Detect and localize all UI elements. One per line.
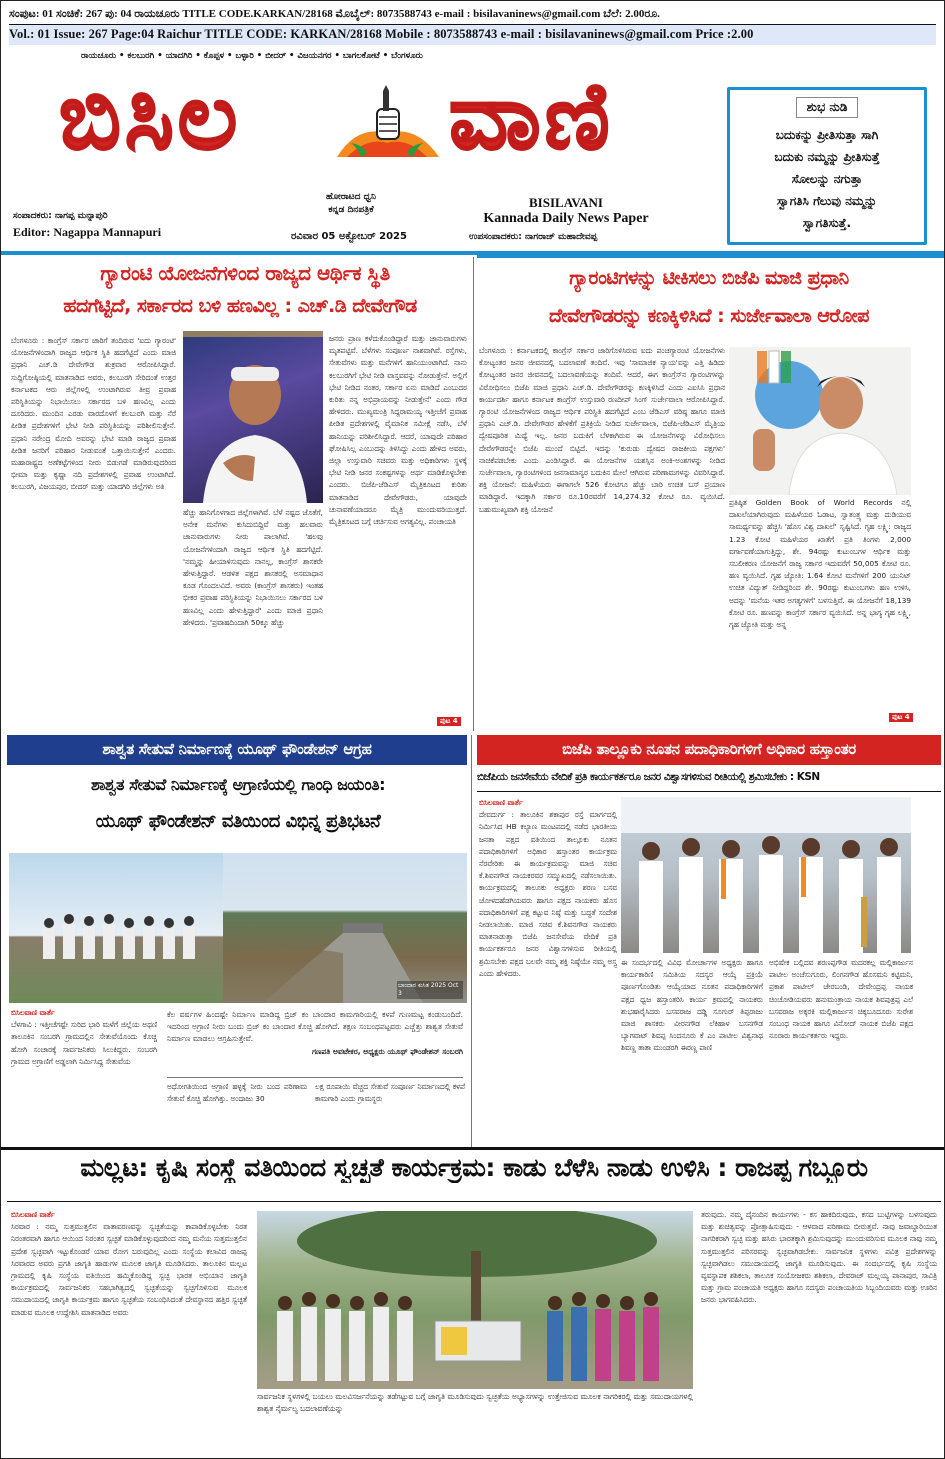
byline: ಬಿಸಿಲವಾಣಿ ವಾರ್ತೆ — [11, 1008, 55, 1017]
caption-part: ಸಾರ್ವಜನಿಕ ಸ್ಥಳಗಳಲ್ಲಿ ಬಯಲು ಮಲವಿಸರ್ಜನೆಯನ್ನು ತಡೆಗಟ್ಟುವ ಬಗ್ಗೆ ಜಾಗೃತಿ ಮೂಡಿಸುವುದು ಸ್ವಚ್ಛತೆಯ — [257, 1392, 510, 1401]
collapsed-bridge-photo — [223, 853, 467, 1003]
people-group-icon — [621, 797, 911, 953]
column-divider — [471, 735, 472, 1147]
story2-top-rule — [477, 255, 945, 258]
deve-gowda-photo — [183, 331, 323, 503]
story5-headline: ಮಲ್ಲಟ: ಕೃಷಿ ಸಂಸ್ಥೆ ವತಿಯಿಂದ ಸ್ವಚ್ಛತೆ ಕಾರ್ಯಕ್ರಮ: ಕಾಡು ಬೆಳೆಸಿ ನಾಡು ಉಳಿಸಿ : ರಾಜಪ್ಪ ಗಬ್ಬೂರು — [80, 1153, 868, 1182]
story1-text-column: ಹೆಚ್ಚು ಹಾನಿಗೊಳಗಾದ ಜಿಲ್ಲೆಗಳಾಗಿವೆ. ಬೆಳೆ ನಷ್ಟದ ಜೊತೆಗೆ, ಅನೇಕ ಮನೆಗಳು ಕುಸಿದುಬಿದ್ದಿವೆ ಮತ್ತು ಹಲವಾರು ಜಾನುವಾರುಗಳು ನೀರು ಪಾಲಾಗಿವೆ. 'ಹಲವು ಯೋಜನೆಗಳಿಂದಾಗಿ ರಾಜ್ಯದ ಆರ್ಥಿಕ ಸ್ಥಿತಿ ಹದಗೆಟ್ಟಿದೆ. 'ನಮ್ಮನ್ನು ಹೀಯಾಳಿಸುವುದು ನಾನಲ್ಲ, ಕಾಂಗ್ರೆಸ್ ಶಾಸಕರೇ ಹೇಳುತ್ತಿದ್ದಾರೆ. ಆಡಳಿತ ಪಕ್ಷದ ಶಾಸಕರಲ್ಲಿ ಅಸಮಾಧಾನ ಕೂಡ ಗೊಂದಲವಿದೆ. ಅವರು (ಕಾಂಗ್ರೆಸ್ ಶಾಸಕರು) ಇಂತಹ ಭೀಕರ ಪ್ರವಾಹ ಪರಿಸ್ಥಿತಿಯನ್ನು ನಿಭಾಯಿಸಲು ಸರ್ಕಾರದ ಬಳಿ ಹಣವಿಲ್ಲ ಎಂದು ಹೇಳುತ್ತಿದ್ದಾರೆ' ಎಂದು ಮಾಜಿ ಪ್ರಧಾನಿ ಹೇಳಿದರು. 'ಪ್ರವಾಹದಿಂದಾಗಿ 50ಕ್ಕೂ ಹೆಚ್ಚು — [183, 508, 323, 627]
story4-body: ದೇವದುರ್ಗ : ತಾಲೂಕಿನ ಶಕಾಪುರ ರಸ್ತೆ ಮಾರ್ಗದಲ್ಲಿ ನಿರ್ಮಿಸಿದ HB ಕಲ್ಯಾಣ ಮಂಟಪದಲ್ಲಿ ನಡೆದ ಭಾರತೀಯ ಜನತಾ ಪಕ್ಷದ ವತಿಯಿಂದ ತಾಲ್ಲೂಕು ನೂತನ ಪದಾಧಿಕಾರಿಗಳಿಗೆ ಅಧಿಕಾರ ಹಸ್ತಾಂತರ ಕಾರ್ಯಕ್ರಮ ನೆರವೇರಿತು ಈ ಕಾರ್ಯಕ್ರಮವನ್ನು ಮಾಜಿ ಸಚಿವ ಕೆ.ಶಿವನಗೌಡ ನಾಯಕರವರ ಸಮ್ಮುಖದಲ್ಲಿ ನಡೆಸಲಾಯಿತು. ಕಾರ್ಯಕ್ರಮದಲ್ಲಿ ತಾಲೂಕು ಅಧ್ಯಕ್ಷರು ಶರಣ ಬಸವ ಜೋಳದಹೆಡಗಿಯವರು ಹಾಗೂ ಪಕ್ಷದ ನಾಯಕರು ಹೊಸ ಪದಾಧಿಕಾರಿಗಳಿಗೆ ಪಕ್ಷ ಕಟ್ಟುವ ನಿಷ್ಠೆ ಮತ್ತು ಬದ್ಧತೆ ಸಂದೇಶ ನೀಡಲಾಯಿತು. ಮಾಜಿ ಸಚಿವ ಕೆ.ಶಿವನಗೌಡ ನಾಯಕರು ಮಾತನಾಡುತ್ತಾ ಬಿಜೆಪಿ ಜನಸೇವೆಯ ವೇದಿಕೆ ಪ್ರತಿ ಕಾರ್ಯಕರ್ತರೂ ಜನರ ವಿಶ್ವಾಸಗಳಿಸುವ ರೀತಿಯಲ್ಲಿ ಶ್ರಮಿಸಬೇಕು ಪಕ್ಷದ ಬಲವೇ ನಮ್ಮ ಶಕ್ತಿ ನಿಷ್ಠೆಯೇ ನಮ್ಮ ಅಸ್ತ್ರ ಎಂದು ಹೇಳಿದರು. — [479, 810, 617, 978]
lead-quote-text: ಕೆಲ ವರ್ಷಗಳ ಹಿಂದಷ್ಟೇ ನಿರ್ಮಾಣ ಮಾಡಿದ್ದ ಬ್ರಿಜ್ ಕಂ ಬಾಂದಾರ ಕಾಮಗಾರಿಯಲ್ಲಿ ಕಳಪೆ ಗುಣಮಟ್ಟ ಕಂಡುಬಂದಿದೆ. ಇದರಿಂದ ಅಗ್ರಾಣಿ ನೀರು ಬಂದು ಬ್ರಿಜ್ ಕಂ ಬಾಂದಾರ ಕೊಚ್ಚಿ ಹೋಗಿದೆ. ತಕ್ಷಣ ಸಂಬಂಧಪಟ್ಟವರು ಎಚ್ಚೆತ್ತು ಶಾಶ್ವತ ಸೇತುವೆ ನಿರ್ಮಾಣ ಮಾಡಲು ಆಗ್ರಹಿಸುತ್ತೇವೆ. — [167, 1010, 463, 1044]
photo-timestamp: ಬಾಂದಾರ ಕುಸಿತ 2025 Oct 3 — [397, 981, 463, 999]
byline: ಬಿಸಿಲವಾಣಿ ವಾರ್ತೆ — [479, 798, 523, 807]
newspaper-logo — [59, 63, 669, 171]
protest-group-photo — [9, 853, 223, 1003]
masthead-info-kannada: ಸಂಪುಟ: 01 ಸಂಚಿಕೆ: 267 ಪು: 04 ರಾಯಚೂರು TITLE CODE.KARKAN/28168 ಮೊಬೈಲ್: 8073588743 e-mail : bisilavaninews@gmail.com ಬೆಲೆ: 2.00ರೂ. — [9, 5, 936, 25]
story2-text-column: ಬೆಂಗಳೂರು : ಕರ್ನಾಟಕದಲ್ಲಿ ಕಾಂಗ್ರೆಸ್ ಸರ್ಕಾರ ಜಾರಿಗೊಳಿಸಿರುವ ಐದು ಪಂಚಗ್ಯಾರಂಟಿ ಯೋಜನೆಗಳು ಕೋಟ್ಯಂತರ ಜನರ ಜೀವನದಲ್ಲಿ ಬದಲಾವಣೆ ತಂದಿವೆ. ಇವು 'ಸಾಮಾಜಿಕ ನ್ಯಾಯ'ವನ್ನು ಎತ್ತಿ ಹಿಡಿದು ಕೋಟ್ಯಂತರ ಜನರ ಜೀವನದಲ್ಲಿ ಬದಲಾವಣೆಯನ್ನು ತಂದಿವೆ. ಆದರೆ, ಈಗ ಕಾಂಗ್ರೆಸ್‌ನ ಗ್ಯಾರಂಟಿಗಳನ್ನು ವಿರೋಧಿಸಲು ಬಿಜೆಪಿ ಮಾಜಿ ಪ್ರಧಾನಿ ಎಚ್.ಡಿ. ದೇವೇಗೌಡರನ್ನು ಕಣಕ್ಕಿಳಿಸಿದೆ ಎಂದು ಎಐಸಿಸಿ ಪ್ರಧಾನ ಕಾರ್ಯದರ್ಶಿ ಹಾಗೂ ಕರ್ನಾಟಕ ಕಾಂಗ್ರೆಸ್ ಉಸ್ತುವಾರಿ ರಣದೀಪ್ ಸಿಂಗ್ ಸುರ್ಜೇವಾಲಾ ಆರೋಪಿಸಿದ್ದಾರೆ. ಗ್ಯಾರಂಟಿ ಯೋಜನೆಗಳಿಂದ ರಾಜ್ಯದ ಆರ್ಥಿಕ ಪರಿಸ್ಥಿತಿ ಹದಗೆಟ್ಟಿದೆ ಎಂಬ ಜೆಡಿಎಸ್ ವರಿಷ್ಠ ಹಾಗೂ ಮಾಜಿ ಪ್ರಧಾನಿ ಎಚ್.ಡಿ. ದೇವೇಗೌಡರ ಹೇಳಿಕೆಗೆ ಪ್ರತಿಕ್ರಿಯೆ ನೀಡಿದ ಸುರ್ಜೇವಾಲಾ, ಬಿಜೆಪಿ-ಜೆಡಿಎಸ್ ಮೈತ್ರಿಯ ದ್ವೇಷಪೂರಿತ ಮಿಥ್ಯೆ ಇಲ್ಲ. ಜನರ ಬದುಕಿಗೆ ಬೆಳಕಾಗಿರುವ ಈ ಯೋಜನೆಗಳನ್ನು ವಿರೋಧಿಸಲು ದೇವೇಗೌಡರನ್ನೇ ಬಿಜೆಪಿ ಮುಂದೆ ಬಿಟ್ಟಿದೆ. ಇದನ್ನು 'ಕುರುಡು ದ್ವೇಷದ ರಾಜಕೀಯ ಪಕ್ಷಗಳು' ನಾಚಿಕೆಪಡಬೇಕು ಎಂದು ಎಂಡಿಸಿದ್ದಾರೆ. ಈ ಯೋಜನೆಗಳ ಯಶಸ್ಸಿನ ಅಂಕಿ-ಅಂಶಗಳನ್ನು ನೀಡಿದ ಸುರ್ಜೇವಾಲಾ, ಗ್ಯಾರಂಟಿಗಳಿಂದ ಜನಸಾಮಾನ್ಯರ ಬದುಕಿನ ಮೇಲೆ ಆಗಿರುವ ಪರಿಣಾಮಗಳನ್ನು ವಿವರಿಸಿದ್ದಾರೆ. ಶಕ್ತಿ ಯೋಜನೆ: ಮಹಿಳೆಯರು ಈಗಾಗಲೇ 526 ಕೋಟಿಗೂ ಹೆಚ್ಚು ಬಾರಿ ಉಚಿತ ಬಸ್ ಪ್ರಯಾಣ ಮಾಡಿದ್ದಾರೆ. ಇದಕ್ಕಾಗಿ ಸರ್ಕಾರ ರೂ.10ರವರೆಗೆ 14,274.32 ಕೋಟಿ ರೂ. ವ್ಯಯಿಸಿದೆ. ಬಹುಮುಖ್ಯವಾಗಿ ಶಕ್ತಿ ಯೋಜನೆ — [479, 346, 725, 514]
section-divider — [1, 1147, 945, 1150]
quote-line: ಸ್ವಾಗತಿಸುತ್ತೆ. — [802, 216, 852, 230]
quote-line: ಬದುಕನ್ನು ಪ್ರೀತಿಸುತ್ತಾ ಸಾಗಿ — [775, 128, 879, 142]
story4-text-column — [479, 797, 617, 1143]
people-group-icon — [257, 1211, 693, 1389]
story3-headline-line2: ಯೂಥ್ ಫೌಂಡೇಶನ್ ವತಿಯಿಂದ ವಿಭಿನ್ನ ಪ್ರತಿಭಟನೆ — [95, 811, 381, 832]
story2-headline-line1: ಗ್ಯಾರಂಟಿಗಳನ್ನು ಟೀಕಿಸಲು ಬಿಜೆಪಿ ಮಾಜಿ ಪ್ರಧಾನಿ — [569, 267, 849, 289]
brand-name — [471, 195, 661, 227]
story1-text-column: ಜನರು ಪ್ರಾಣ ಕಳೆದುಕೊಂಡಿದ್ದಾರೆ ಮತ್ತು ಜಾನುವಾರುಗಳು ಮೃತಪಟ್ಟಿವೆ. ಬೆಳೆಗಳು ಸಂಪೂರ್ಣ ನಾಶವಾಗಿವೆ. ರಸ್ತೆಗಳು, ಸೇತುವೆಗಳು ಮತ್ತು ಮನೆಗಳಿಗೆ ಹಾನಿಯುಂಟಾಗಿದೆ. ನಾನು ಕಲಬುರಗಿಗೆ ಭೇಟಿ ನೀಡಿ ವಾಸ್ತವವನ್ನು ನೋಡುತ್ತೇನೆ. ಅಲ್ಲಿಗೆ ಭೇಟಿ ನೀಡಿದ ನಂತರ, ಸರ್ಕಾರ ಏನು ಮಾಡಿದೆ ಎಂಬುದರ ಕುರಿತು ನನ್ನ ಅಭಿಪ್ರಾಯವನ್ನು ನೀಡುತ್ತೇನೆ' ಎಂದು ಗೌಡ ಹೇಳಿದರು. ಮುಖ್ಯಮಂತ್ರಿ ಸಿದ್ದರಾಮಯ್ಯ ಇತ್ತೀಚೆಗೆ ಪ್ರವಾಹ ಪೀಡಿತ ಪ್ರದೇಶಗಳಲ್ಲಿ ವೈಮಾನಿಕ ಸಮೀಕ್ಷೆ ನಡೆಸಿ, ಬೆಳೆ ಹಾನಿಯನ್ನು ಪರಿಶೀಲಿಸಿದ್ದಾರೆ. ಆದರೆ, ಯಾವುದೇ ಪರಿಹಾರ ಘೋಷಿಸಿಲ್ಲ ಎಂಬುದನ್ನು ತಿಳಿಸಿದ್ದು ಎಂದು ಹೇಳಿದ ಅವರು, ಜಿಲ್ಲಾ ಉಸ್ತುವಾರಿ ಸಚಿವರು ಮತ್ತು ಅಧಿಕಾರಿಗಳು ಸ್ಥಳಕ್ಕೆ ಭೇಟಿ ನೀಡಿ ಜನರ ಸಂಕಷ್ಟಗಳನ್ನು ಅರ್ಥ ಮಾಡಿಕೊಳ್ಳಬೇಕು ಎಂದರು. ಬಿಜೆಪಿ-ಜೆಡಿಎಸ್ ಮೈತ್ರಿಕೂಟದ ಕುರಿತು ಮಾತನಾಡಿದ ದೇವೇಗೌಡರು, ಯಾವುದೇ ಚುನಾವಣೆಯಾದರೂ ಮೈತ್ರಿ ಮುಂದುವರಿಯುತ್ತದೆ. ಮೈತ್ರಿಕೂಟದ ಬಗ್ಗೆ ಚರ್ಚಿಸುವ ಅಗತ್ಯವಿಲ್ಲ. ಪಂಚಾಯತಿ — [329, 334, 467, 527]
story5-text-column — [11, 1209, 247, 1449]
byline: ಬಿಸಿಲವಾಣಿ ವಾರ್ತೆ — [11, 1210, 55, 1219]
quote-box — [727, 87, 927, 245]
story3-body: ಬೆಳಗಾವಿ : ಇತ್ತೀಚೆಗಷ್ಟೇ ಸುರಿದ ಭಾರಿ ಮಳೆಗೆ ಜಿಲ್ಲೆಯ ಅಥಣಿ ತಾಲೂಕಿನ ಸಂಬರಗಿ ಗ್ರಾಮದಲ್ಲಿನ ಸೇತುವೆಯೊಂದು ಕೊಚ್ಚಿ ಹೋಗಿ ಸಂಚಾರಕ್ಕೆ ಸಾರ್ವಜನಿಕರು ಸಿಲುಕಿದ್ದರು. ಸಂಬರಗಿ ಗ್ರಾಮದ ಅಗ್ರಾಣಿಗೆ ಅಡ್ಡಲಾಗಿ ನಿರ್ಮಿಸಿದ್ದ ಸೇತುವೆಯ — [11, 1020, 157, 1066]
tagline — [301, 191, 401, 217]
logo-text-right: ವಾಣಿ — [449, 63, 614, 170]
tagline-line2: ಕನ್ನಡ ದಿನಪತ್ರಿಕೆ — [328, 205, 374, 215]
logo-text-left: ಬಿಸಿಲ — [59, 63, 242, 170]
tagline-line1: ಹೋರಾಟದ ಧ್ವನಿ — [325, 192, 377, 202]
lead-quote-signature: ಗಣಪತಿ ಅವಟೇಕರ, ಅಧ್ಯಕ್ಷರು ಯೂಥ್ ಫೌಂಡೇಶನ್ ಸಂಬರಗಿ — [311, 1046, 463, 1056]
quote-line: ಸ್ವಾಗತಿಸಿ ಗೆಲುವು ನಮ್ಮನ್ನು — [776, 194, 878, 208]
story4-text-column: ಈ ಸಂದರ್ಭದಲ್ಲಿ ವಿವಿಧ ಮೋರ್ಚಾಗಳ ಅಧ್ಯಕ್ಷರು ಹಾಗೂ ಕಾರ್ಯಕಾರಿಣಿ ಸಮಿತಿಯ ಸದಸ್ಯರ ಆಯ್ಕೆ ಪ್ರಕ್ರಿಯೆ ಪೂರ್ಣಗೊಂಡಿತು ಆಯ್ಕೆಯಾದ ನೂತನ ಪದಾಧಿಕಾರಿಗಳಿಗೆ ಪಕ್ಷದ ಧ್ವಜ ಹಸ್ತಾಂತರಿಸಿ ಕಾರ್ಯ ಕ್ರಮದಲ್ಲಿ ನಾಯಕರು ಶುಭಹಾರೈಸಿದರು ಬಸವರಾಜ ದಡ್ಡಿ ಸೂಗುರ್ ತಿಪ್ಪರಾಜು ಮಾಜಿ ಶಾಸಕರು ವೀರನಗೌಡ ಲೆಕಿಹಾಳ ಬಸನಗೌಡ ಬ್ಯಾಗವಾಟ್ ಶಿವಪ್ಪ ಸಿಂದನೂರು ಕೆ ಎಂ ಪಾಟೀಲ ವಿಶ್ವನಾಥ ಶಿವಣ್ಣ ತಾತಾ ಮುಂಡರಗಿ ಈರಣ್ಣ ಪಾಣಿ — [621, 958, 763, 1053]
story2-headline-line2: ದೇವೇಗೌಡರನ್ನು ಕಣಕ್ಕಿಳಿಸಿದೆ : ಸುರ್ಜೇವಾಲಾ ಆರೋಪ — [549, 305, 869, 327]
raised-fist-pen-icon — [327, 85, 447, 165]
sub-editor: ಉಪಸಂಪಾದಕರು: ನಾಗರಾಜ್ ಮಹಾದೇವಪ್ಪ — [469, 232, 598, 242]
story1-headline-line1: ಗ್ಯಾರಂಟಿ ಯೋಜನೆಗಳಿಂದ ರಾಜ್ಯದ ಆರ್ಥಿಕ ಸ್ಥಿತಿ — [100, 261, 390, 285]
story5-text-column: ತರುವುದು. ನಮ್ಮ ದೈನಂದಿನ ಕಾರ್ಯಗಳು - ಕಸ ಹಾಕದಿರುವುದು, ಕಸದ ಬುಟ್ಟಿಗಳನ್ನು ಬಳಸುವುದು ಮತ್ತು ಶುಚಿತ್ವವನ್ನು ಪ್ರೋತ್ಸಾಹಿಸುವುದು - ಆಳವಾದ ಪರಿಣಾಮ ಬೀರುತ್ತವೆ. ನಾವು ಜವಾಬ್ದಾರಿಯುತ ನಾಗರಿಕರಾಗಿ ಸ್ವಚ್ಛ ಮತ್ತು ಹಸಿರು ಭಾರತಕ್ಕಾಗಿ ಶ್ರಮಿಸುವುದನ್ನು ಮುಂದುವರಿಸುವ ಮೂಲಕ ನಾವು ನಮ್ಮ ಸುತ್ತಮುತ್ತಲಿನ ಪರಿಸರವನ್ನು ಸ್ವಚ್ಛವಾಗಿಡಬೇಕು. ಸಾರ್ವಜನಿಕ ಸ್ಥಳಗಳು ಪವಿತ್ರ ಪ್ರದೇಶಗಳನ್ನು ಸ್ವಚ್ಛವಾಗಿಡಲು ಸಮುದಾಯದಲ್ಲಿ ಜಾಗೃತಿ ಮೂಡಿಸುವುದು. ಈ ಸಂದರ್ಭದಲ್ಲಿ ಕೃಷಿ ಸಂಸ್ಥೆಯ ವ್ಯವಸ್ಥಾಪಕ ಶಶಿಕಲಾ, ತಾಲೂಕ ಸಂಯೋಜಕರು ಶಶಿಕಲಾ, ದೇವರಾಜ್ ಮಲ್ಲಯ್ಯ ಪಾನಾಪುರ, ಸಾವಿತ್ರಿ ಮತ್ತು ಗ್ರಾಮ ಪಂಚಾಯತಿ ಅಧ್ಯಕ್ಷರು ಹಾಗೂ ಸದಸ್ಯರು ಪಂಚಾಯತಿಯ ಸಿಬ್ಬಂದಿಯವರು ಮತ್ತು ಊರಿನ ಜನರು ಭಾಗವಹಿಸಿದರು. — [701, 1210, 937, 1305]
brand-name-english: BISILAVANI — [529, 195, 603, 210]
story5-photo-caption — [257, 1391, 693, 1419]
story3-text-column — [11, 1007, 157, 1147]
story1-headline-line2: ಹದಗೆಟ್ಟಿದೆ, ಸರ್ಕಾರದ ಬಳಿ ಹಣವಿಲ್ಲ : ಎಚ್.ಡಿ ದೇವೇಗೌಡ — [63, 295, 417, 317]
story3-headline-line1: ಶಾಶ್ವತ ಸೇತುವೆ ನಿರ್ಮಾಣಕ್ಕೆ ಅಗ್ರಾಣಿಯಲ್ಲಿ ಗಾಂಧಿ ಜಯಂತಿ: — [90, 775, 386, 794]
quote-title: ಶುಭ ನುಡಿ — [796, 97, 859, 118]
story3-text-column: ಅಧೋಗತಿಯಿಂದ ಅಗ್ರಾಣಿ ಹಳ್ಳಕ್ಕೆ ನೀರು ಬಂದ ಪರಿಣಾಮ ಸೇತುವೆ ಕೊಚ್ಚಿ ಹೋಗಿತ್ತು. ಅಂದಾಜು 30 — [167, 1082, 307, 1104]
story4-text-column: ಅಭಿಷೇಕ ಬಲ್ಲಿದವ ಶರಣಪ್ಪಗೌಡ ಮದರಕಲ್ಲ ಮಲ್ಲಿಕಾರ್ಜುನ ಪಾಟೀಲ ಅಂಚೆಸುಗೂರು, ಲಿಂಗನಗೌಡ ಹೊಸಮನಿ ಕಟ್ಟಿಮನಿ, ಪ್ರಕಾಶ ಪಾಟೀಲ್ ಜೇರಬಂಡಿ, ದೇವೇಂದ್ರಪ್ಪ ನಾಯಕ ಚಿಂಚೋಡಿಯವರು ಹನುಮಂತ್ರಾಯ ನಾಯಕ ಶಿವಪುತ್ರಪ್ಪ ಎಲೆ ಬಸವರಾಜ ಅಕ್ಕರಕಿ ಮಲ್ಲಿಕಾರ್ಜುನ ಚಿಕ್ಕಬೂದೂರು ಸುರೇಶ ಸಂಬಂಧ ನಾಯಕ ಹಾಗೂ ವಿನೋದ್ ನಾಯಕ ಬಿಜೆಪಿ ಪಕ್ಷದ ನೂರಾರು ಕಾರ್ಯಕರ್ತರು ಇದ್ದರು. — [769, 958, 913, 1041]
person-photo-icon — [729, 347, 911, 495]
masthead-info-english: Vol.: 01 Issue: 267 Page:04 Raichur TITLE CODE: KARKAN/28168 Mobile : 8073588743 e-mail : bisilavaninews@gmail.com Price :2.00 — [9, 25, 936, 45]
surjewala-photo — [729, 347, 911, 495]
district-list: ರಾಯಚೂರು • ಕಲಬುರಗಿ • ಯಾದಗಿರಿ • ಕೊಪ್ಪಳ • ಬಳ್ಳಾರಿ • ಬೀದರ್ • ವಿಜಯನಗರ • ಬಾಗಲಕೋಟೆ • ಬೆಂಗಳೂರು — [81, 51, 423, 61]
column-divider — [473, 257, 474, 731]
story4-banner: ಬಿಜೆಪಿ ತಾಲ್ಲೂಕು ನೂತನ ಪದಾಧಿಕಾರಿಗಳಿಗೆ ಅಧಿಕಾರ ಹಸ್ತಾಂತರ — [477, 735, 941, 765]
people-group-icon — [9, 853, 223, 1003]
brand-subtitle: Kannada Daily News Paper — [483, 211, 649, 226]
editor-kannada: ಸಂಪಾದಕರು: ನಾಗಪ್ಪ ಮನ್ನಾಪುರಿ — [13, 211, 108, 221]
person-photo-icon — [183, 331, 323, 503]
story4-rule — [477, 791, 941, 792]
editor-english: Editor: Nagappa Mannapuri — [13, 225, 162, 239]
quote-line: ಸೋಲನ್ನು ನಗುತ್ತಾ — [791, 172, 863, 186]
quote-line: ಬದುಕು ನಮ್ಮನ್ನು ಪ್ರೀತಿಸುತ್ತೆ — [774, 150, 880, 164]
story2-text-column: ಪ್ರತಿಷ್ಠಿತ Golden Book of World Records ನಲ್ಲಿ ದಾಖಲೆಯಾಗಿರುವುದು ಮಹಿಳೆಯರ ಓಡಾಟ, ಸ್ವಾತಂತ್ರ್ಯ ಮತ್ತು ದುಡಿಯುವ ಸಾಮರ್ಥ್ಯವನ್ನು ಹೆಚ್ಚಿಸಿ 'ಹೊಸ ವಿಶ್ವ ದಾಖಲೆ' ಸೃಷ್ಟಿಸಿದೆ. ಗೃಹ ಲಕ್ಷ್ಮಿ: ರಾಜ್ಯದ 1.23 ಕೋಟಿ ಮಹಿಳೆಯರ ಖಾತೆಗೆ ಪ್ರತಿ ತಿಂಗಳು 2,000 ವರ್ಗಾವಣೆಯಾಗುತ್ತಿದ್ದು, ಶೇ. 94ರಷ್ಟು ಕುಟುಂಬಗಳ ಆರ್ಥಿಕ ಮತ್ತು ಸಬಲೀಕರಣ ಯೋಜನೆಗೆ ರಾಜ್ಯ ಸರ್ಕಾರ ಇದುವರೆಗೆ 50,005 ಕೋಟಿ ರೂ. ಹಣ ವ್ಯಯಿಸಿದೆ. ಗೃಹ ಜ್ಯೋತಿ: 1.64 ಕೋಟಿ ಮನೆಗಳಿಗೆ 200 ಯುನಿಟ್ ಉಚಿತ ವಿದ್ಯುತ್ ನೀಡಿದ್ದರಿಂದ ಶೇ. 90ರಷ್ಟು ಕುಟುಂಬಗಳು ಹಣ ಉಳಿಸಿ, ಅದನ್ನು 'ಮನೆಯ ಇತರ ಅಗತ್ಯಗಳಿಗೆ' ಬಳಸುತ್ತಿವೆ. ಈ ಯೋಜನೆಗೆ 18,139 ಕೋಟಿ ರೂ. ಹಣವನ್ನು ಕಾಂಗ್ರೆಸ್ ಸರ್ಕಾರ ವ್ಯಯಿಸಿದೆ. ಅನ್ನ ಭಾಗ್ಯ ಗೃಹ ಲಕ್ಷ್ಮಿ, ಗೃಹ ಜ್ಯೋತಿ ಮತ್ತು ಅನ್ನ — [729, 498, 911, 630]
story3-banner: ಶಾಶ್ವತ ಸೇತುವೆ ನಿರ್ಮಾಣಕ್ಕೆ ಯೂಥ್ ಫೌಂಡೇಶನ್ ಆಗ್ರಹ — [7, 735, 467, 765]
story3-text-column: ಲಕ್ಷ ರೂಪಾಯಿ ವೆಚ್ಚದ ಸೇತುವೆ ಸಂಪೂರ್ಣ ನಿರ್ಮಾಣದಲ್ಲಿ ಕಳಪೆ ಕಾಮಗಾರಿ ಎಂದು ಗ್ರಾಮಸ್ಥರು — [315, 1082, 465, 1104]
issue-date: ರವಿವಾರ 05 ಅಕ್ಟೋಬರ್ 2025 — [291, 231, 407, 242]
story5-rule — [7, 1201, 941, 1202]
story1-text-column: ಬೆಂಗಳೂರು : ಕಾಂಗ್ರೆಸ್ ಸರ್ಕಾರ ಜಾರಿಗೆ ತಂದಿರುವ 'ಐದು ಗ್ಯಾರಂಟಿ' ಯೋಜನೆಗಳಿಂದಾಗಿ ರಾಜ್ಯದ ಆರ್ಥಿಕ ಸ್ಥಿತಿ ಹದಗೆಟ್ಟಿದೆ ಎಂದು ಮಾಜಿ ಪ್ರಧಾನಿ ಎಚ್.ಡಿ ದೇವೇಗೌಡ ಶುಕ್ರವಾರ ಆರೋಪಿಸಿದ್ದಾರೆ. ಸುದ್ದಿಗೋಷ್ಠಿಯಲ್ಲಿ ಮಾತನಾಡಿದ ಅವರು, ಕಲಬುರಗಿ ಸೇರಿದಂತೆ ಉತ್ತರ ಕರ್ನಾಟಕದ ಆರು ಜಿಲ್ಲೆಗಳಲ್ಲಿ ಉಂಟಾಗಿರುವ ತೀವ್ರ ಪ್ರವಾಹ ಪರಿಸ್ಥಿತಿಯನ್ನು ನಿಭಾಯಿಸಲು ಸರ್ಕಾರದ ಬಳಿ ಹಣವಿಲ್ಲ ಎಂದು ದೂರಿದರು. ಮುಂದಿನ ಎರಡು ವಾರದೊಳಗೆ ಕಲಬುರಗಿ ಮತ್ತು ನೆರೆ ಪೀಡಿತ ಪ್ರದೇಶಗಳಿಗೆ ಭೇಟಿ ನೀಡಿ ಪರಿಸ್ಥಿತಿಯನ್ನು ಪರಿಶೀಲಿಸುತ್ತೇನೆ. ಪ್ರಧಾನಿ ನರೇಂದ್ರ ಮೋದಿ ಅವರನ್ನು ಭೇಟಿ ಮಾಡಿ ರಾಜ್ಯದ ಪ್ರವಾಹ ಪೀಡಿತ ಜನರಿಗೆ ಪರಿಹಾರ ನೀಡುವಂತೆ ಒತ್ತಾಯಿಸುತ್ತೇನೆ ಎಂದರು. ಮಹಾರಾಷ್ಟ್ರದ ಅಣೆಕಟ್ಟೆಗಳಿಂದ ನೀರು ಬಿಡುಗಡೆ ಮಾಡಿರುವುದರಿಂದ ಭೀಮಾ ಮತ್ತು ಕೃಷ್ಣಾ ನದಿ ಪ್ರದೇಶಗಳಲ್ಲಿ ಪ್ರವಾಹ ಉಂಟಾಗಿದೆ. ಕಲಬುರಗಿ, ವಿಜಯಪುರ, ಬೀದರ್ ಮತ್ತು ಯಾದಗಿರಿ ಜಿಲ್ಲೆಗಳು ಅತಿ — [11, 336, 176, 492]
continued-badge: ಪುಟ 4 — [437, 717, 461, 726]
story5-body: ಸಿರವಾರ : ನಮ್ಮ ಸುತ್ತಮುತ್ತಲಿನ ವಾತಾವರಣವನ್ನು ಸ್ವಚ್ಛತೆಯನ್ನು ಕಾಪಾಡಿಕೊಳ್ಳಬೇಕು ನಿರತ ನಿರಂತರವಾಗಿ ಹಾಗೂ ಆಯಿಂದ ನಿರಂತರ ಸ್ವಚ್ಛತೆ ಮಾಡಿಕೊಳ್ಳುವುದರಿಂದ ನಮ್ಮ ಮನೆಯ ಸುತ್ತಮುತ್ತಲಿನ ಪ್ರದೇಶ ಸ್ವಚ್ಛವಾಗಿ ಇಟ್ಟುಕೊಂಡರೆ ಯಾವ ರೋಗ ಬರುವುದಿಲ್ಲ ಎಂದು ಸಂಸ್ಥೆಯ ಕಲಾವಿದ ರಾಜಪ್ಪ ಸಿರವಾರದ ಅವರು ಪ್ರಗತಿ ಜಾಗೃತಿ ಹಾಡುಗಳ ಮೂಲಕ ಜಾಗೃತಿ ಮೂಡಿಸಿದರು. ತಾಲೂಕಿನ ಮಲ್ಲಟ ಗ್ರಾಮದಲ್ಲಿ ಕೃಷಿ ಸಂಸ್ಥೆಯ ವತಿಯಿಂದ ಹಮ್ಮಿಕೊಂಡಿದ್ದ ಸ್ವಚ್ಛ ಭಾರತ ಅಭಿಯಾನ ಜಾಗೃತಿ ಕಾರ್ಯಕ್ರಮದಲ್ಲಿ ಸಾರ್ವಜನಿಕರ ಸಹಭಾಗಿತ್ವದಲ್ಲಿ ಸ್ವಚ್ಛತೆಯನ್ನು ಸ್ವಚ್ಛಗೊಳಿಸುವ ಮೂಲಕ ಸಮುದಾಯದಲ್ಲಿ ಜಾಗೃತಿ ಕಾರ್ಯಕ್ರಮ ಹಾಗೂ ಸ್ವಚ್ಛತೆಯ ಸಂಬಂಧಿಸಿದಂತೆ ದೇವಸ್ಥಾನದ ಹತ್ತಿರ ಸ್ವಚ್ಛತೆ ಮಾಡುವ ಮೂಲಕ ಉದ್ದೇಶಿಸಿ ಮಾತನಾಡಿದ ಅವರು — [11, 1222, 247, 1317]
caption-part: ಅಭ್ಯಾಸಗಳನ್ನು ಉತ್ತೇಜಿಸುವ ಮೂಲಕ ನಾಗರಿಕರಲ್ಲಿ ಮತ್ತು ಸಮುದಾಯಗಳಲ್ಲಿ ಶಾಶ್ವತ ನೈರ್ಮಲ್ಯ ಬದಲಾವಣೆಯನ್ನು — [257, 1392, 694, 1413]
cleanliness-drive-photo — [257, 1211, 693, 1389]
story4-subheadline: ಬಿಜೆಪಿಯ ಜನಸೇವೆಯ ವೇದಿಕೆ ಪ್ರತಿ ಕಾರ್ಯಕರ್ತರೂ ಜನರ ವಿಶ್ವಾಸಗಳಿಸುವ ರೀತಿಯಲ್ಲಿ ಶ್ರಮಿಸಬೇಕು : KSN — [477, 771, 820, 783]
bjp-event-photo — [621, 797, 911, 953]
quote-divider — [167, 1077, 463, 1078]
continued-badge: ಪುಟ 4 — [889, 713, 913, 722]
story3-lead-quote — [167, 1009, 463, 1075]
